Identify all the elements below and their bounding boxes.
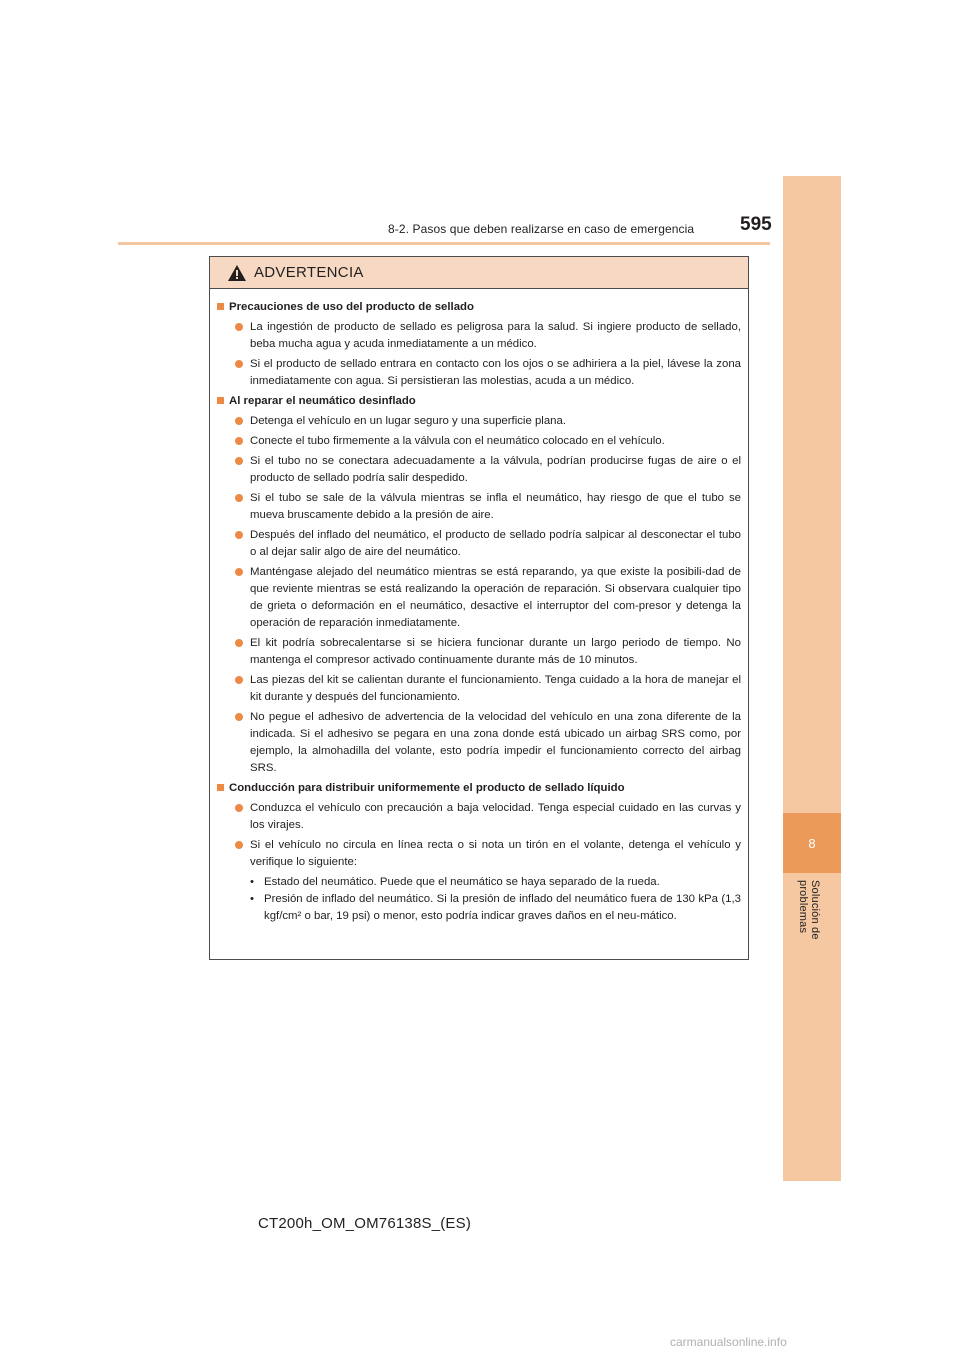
- header-rule: [118, 242, 770, 245]
- list-item: No pegue el adhesivo de advertencia de la velocidad del vehículo en una zona diferente de la indicada. Si el adhesivo se pegara en una zona donde está ubicado un airbag SRS como, por ejemplo, la almohadilla del volante, esto podría impedir el funcionamiento correcto del airbag SRS.: [225, 709, 741, 777]
- circle-bullet-icon: [235, 531, 243, 539]
- list-item: Después del inflado del neumático, el producto de sellado podría salpicar al desconectar el tubo o al dejar salir algo de aire del neumático.: [225, 527, 741, 561]
- chapter-label: Solución de problemas: [797, 880, 821, 940]
- circle-bullet-icon: [235, 841, 243, 849]
- chapter-side-strip: [783, 176, 841, 1181]
- sub-bullet-icon: •: [250, 893, 254, 905]
- list-item: Si el tubo se sale de la válvula mientras se infla el neumático, hay riesgo de que el tubo se mueva bruscamente debido a la presión de aire.: [225, 490, 741, 524]
- manual-code: CT200h_OM_OM76138S_(ES): [258, 1215, 472, 1232]
- chapter-number-tab: 8: [783, 813, 841, 873]
- list-item: Conecte el tubo firmemente a la válvula con el neumático colocado en el vehículo.: [225, 433, 741, 450]
- circle-bullet-icon: [235, 676, 243, 684]
- circle-bullet-icon: [235, 494, 243, 502]
- warning-triangle-icon: [228, 265, 246, 281]
- section-heading: Al reparar el neumático desinflado: [217, 393, 741, 410]
- sub-list-item: • Presión de inflado del neumático. Si la presión de inflado del neumático fuera de 130 kPa (1,3 kgf/cm² o bar, 19 psi) o menor, esto podría indicar graves daños en el neu-mático.: [250, 893, 741, 922]
- list-item: La ingestión de producto de sellado es peligrosa para la salud. Si ingiere producto de sellado, beba mucha agua y acuda inmediatamente a un médico.: [225, 319, 741, 353]
- circle-bullet-icon: [235, 437, 243, 445]
- square-bullet-icon: [217, 784, 224, 791]
- circle-bullet-icon: [235, 639, 243, 647]
- list-item: El kit podría sobrecalentarse si se hiciera funcionar durante un largo periodo de tiempo. No mantenga el compresor activado continuamente durante más de 10 minutos.: [225, 635, 741, 669]
- square-bullet-icon: [217, 397, 224, 404]
- list-item: Si el tubo no se conectara adecuadamente a la válvula, podrían producirse fugas de aire o el producto de sellado podría salir despedido.: [225, 453, 741, 487]
- square-bullet-icon: [217, 303, 224, 310]
- section-title: 8-2. Pasos que deben realizarse en caso de emergencia: [388, 222, 695, 236]
- section-heading: Conducción para distribuir uniformemente el producto de sellado líquido: [217, 780, 741, 797]
- circle-bullet-icon: [235, 713, 243, 721]
- sub-list-item: • Estado del neumático. Puede que el neumático se haya separado de la rueda.: [250, 874, 741, 891]
- list-item: Las piezas del kit se calientan durante el funcionamiento. Tenga cuidado a la hora de manejar el kit durante y después del funcionamiento.: [225, 672, 741, 706]
- sub-bullet-icon: •: [250, 876, 254, 888]
- list-item: Detenga el vehículo en un lugar seguro y una superficie plana.: [225, 413, 741, 430]
- warning-body: [210, 289, 748, 925]
- warning-header: [210, 257, 748, 289]
- circle-bullet-icon: [235, 417, 243, 425]
- warning-box: [209, 256, 749, 960]
- circle-bullet-icon: [235, 457, 243, 465]
- list-item: Conduzca el vehículo con precaución a baja velocidad. Tenga especial cuidado en las curvas y los virajes.: [225, 800, 741, 834]
- circle-bullet-icon: [235, 804, 243, 812]
- list-item: Si el vehículo no circula en línea recta o si nota un tirón en el volante, detenga el vehículo y verifique lo siguiente:: [225, 837, 741, 871]
- section-heading: Precauciones de uso del producto de sellado: [217, 299, 741, 316]
- warning-title: ADVERTENCIA: [254, 264, 364, 281]
- circle-bullet-icon: [235, 323, 243, 331]
- watermark: carmanualsonline.info: [670, 1335, 787, 1349]
- list-item: Si el producto de sellado entrara en contacto con los ojos o se adhiriera a la piel, lávese la zona inmediatamente con agua. Si persistieran las molestias, acuda a un médico.: [225, 356, 741, 390]
- page-number: 595: [740, 214, 772, 235]
- circle-bullet-icon: [235, 360, 243, 368]
- circle-bullet-icon: [235, 568, 243, 576]
- list-item: Manténgase alejado del neumático mientras se está reparando, ya que existe la posibili-dad de que reviente mientras se está realizando la operación de reparación. Si observara cualquier tipo de grieta o deformación en el neumático, desactive el interruptor del com-presor y detenga la operación de reparación inmediatamente.: [225, 564, 741, 632]
